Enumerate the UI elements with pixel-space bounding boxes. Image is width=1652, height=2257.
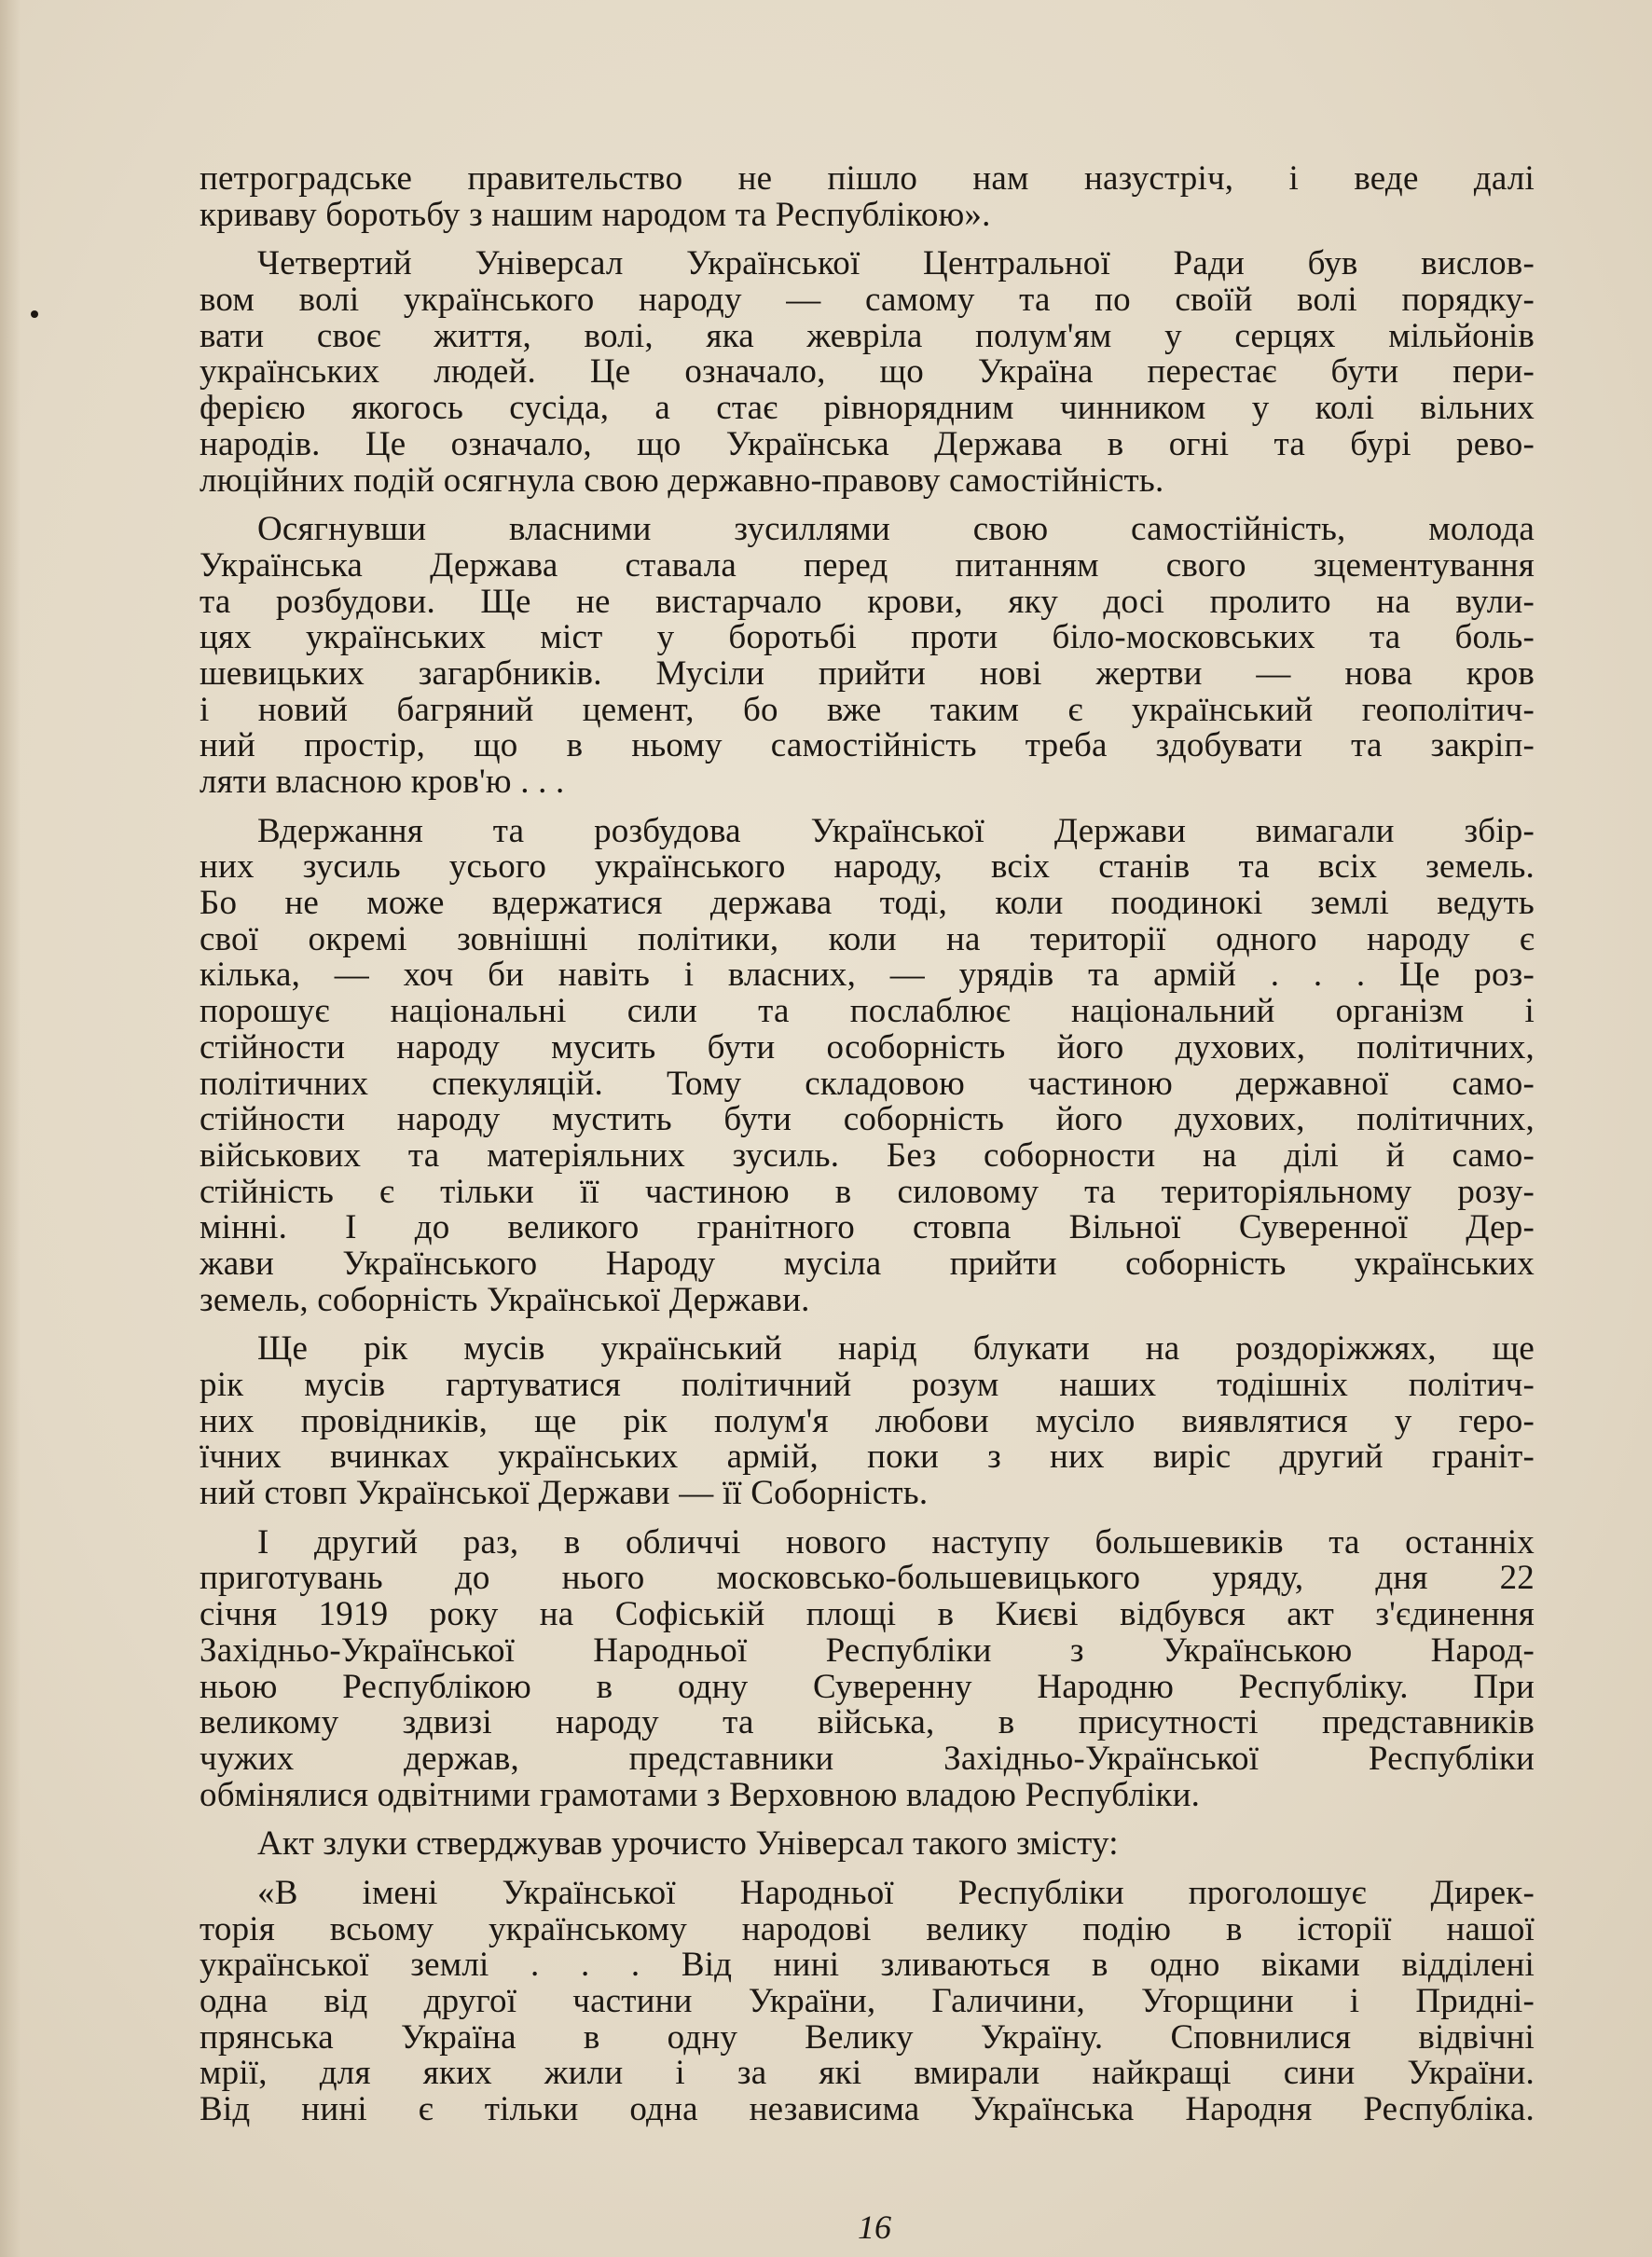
text-line: народів. Це означало, що Українська Держава в огні та бурі рево- <box>200 424 1535 463</box>
text-line: одна від другої частини України, Галичини, Угорщини і Придні- <box>200 1982 1535 2020</box>
text-line: та розбудови. Ще не вистарчало крови, яку досі пролито на вули- <box>200 582 1535 621</box>
text-line: шевицьких загарбників. Мусіли прийти нові жертви — нова кров <box>200 654 1535 693</box>
text-line: рік мусів гартуватися політичний розум наших тодішніх політич- <box>200 1366 1535 1404</box>
text-line: Вдержання та розбудова Української Держави вимагали збір- <box>257 811 1535 850</box>
text-line: торія всьому українському народові велику подію в історії нашої <box>200 1909 1535 1948</box>
text-line: Четвертий Універсал Української Центральної Ради був вислов- <box>257 244 1535 283</box>
text-line: обмінялися одвітними грамотами з Верховною владою Республіки. <box>200 1775 1201 1814</box>
text-line: вом волі українського народу — самому та по своїй волі порядку- <box>200 281 1535 320</box>
text-line: петроградське правительство не пішло нам назустріч, і веде далі <box>200 159 1535 198</box>
text-line: Українська Держава ставала перед питанням свого зцементування <box>200 545 1535 585</box>
page-edge-shadow <box>0 0 21 2257</box>
text-line: люційних подій осягнула свою державно-правову самостійність. <box>200 461 1164 500</box>
text-line: свої окремі зовнішні політики, коли на території одного народу є <box>200 919 1535 958</box>
text-line: стійности народу мустить бути соборність його духових, політичних, <box>200 1100 1535 1139</box>
text-line: ляти власною кров'ю . . . <box>200 763 565 801</box>
text-line: порошує національні сили та послаблює національний організм і <box>200 992 1535 1031</box>
text-line: цях українських міст у боротьбі проти біло-московських та боль- <box>200 618 1535 657</box>
page-text <box>200 161 1535 2128</box>
text-line: політичних спекуляцій. Тому складовою частиною державної само- <box>200 1064 1535 1103</box>
text-line: жави Українського Народу мусіла прийти соборність українських <box>200 1244 1535 1283</box>
text-line: кілька, — хоч би навіть і власних, — урядів та армій . . . Це роз- <box>200 956 1535 995</box>
text-line: Осягнувши власними зусиллями свою самостійність, молода <box>257 510 1535 549</box>
text-line: І другий раз, в обличчі нового наступу большевиків та останніх <box>257 1522 1535 1562</box>
text-line: Ще рік мусів український нарід блукати на роздоріжжях, ще <box>257 1329 1535 1369</box>
text-line: приготувань до нього московсько-большевицького уряду, дня 22 <box>200 1559 1535 1598</box>
text-line: Бо не може вдержатися держава тоді, коли поодинокі землі ведуть <box>200 884 1535 923</box>
text-line: «В імені Української Народньої Республіки проголошує Дирек- <box>257 1873 1535 1912</box>
text-line: українських людей. Це означало, що Україна перестає бути пери- <box>200 352 1535 392</box>
text-line: української землі . . . Від нині зливаються в одно віками відділені <box>200 1946 1535 1985</box>
text-line: січня 1919 року на Софіській площі в Києві відбувся акт з'єдинення <box>200 1595 1535 1634</box>
text-line: вати своє життя, волі, яка жевріла полум'ям у серцях мільйонів <box>200 316 1535 355</box>
text-line: земель, соборність Української Держави. <box>200 1280 810 1319</box>
text-line: стійности народу мусить бути особорність його духових, політичних, <box>200 1027 1535 1067</box>
text-line: ферією якогось сусіда, а стає рівнорядним чинником у колі вільних <box>200 389 1535 428</box>
text-line: мінні. І до великого гранітного стовпа Вільної Суверенної Дер- <box>200 1208 1535 1247</box>
text-line: прянська Україна в одну Велику Україну. Сповнилися відвічні <box>200 2017 1535 2057</box>
text-line: їчних вчинках українських армій, поки з них виріс другий граніт- <box>200 1438 1535 1477</box>
text-line: стійність є тільки її частиною в силовому та територіяльному розу- <box>200 1172 1535 1211</box>
text-line: Західньо-Української Народньої Республіки з Українською Народ- <box>200 1631 1535 1670</box>
text-line: них провідників, ще рік полум'я любови мусіло виявлятися у геро- <box>200 1401 1535 1440</box>
text-line: них зусиль усього українського народу, всіх станів та всіх земель. <box>200 847 1535 887</box>
text-line: військових та матеріяльних зусиль. Без соборности на ділі й само- <box>200 1135 1535 1175</box>
text-line: Від нині є тільки одна независима Українська Народня Республіка. <box>200 2090 1535 2129</box>
text-line: і новий багряний цемент, бо вже таким є український геополітич- <box>200 690 1535 729</box>
text-line: Акт злуки стверджував урочисто Універсал такого змісту: <box>257 1824 1119 1864</box>
text-line: чужих держав, представники Західньо-Української Республіки <box>200 1739 1535 1778</box>
text-line: мрії, для яких жили і за які вмирали найкращі сини України. <box>200 2054 1535 2093</box>
text-line: великому здвизі народу та війська, в присутності представників <box>200 1703 1535 1742</box>
text-line: ний простір, що в ньому самостійність треба здобувати та закріп- <box>200 726 1535 765</box>
text-line: ньою Республікою в одну Суверенну Народню Республіку. При <box>200 1667 1535 1706</box>
ink-speck <box>31 310 38 318</box>
page-number: 16 <box>858 2209 891 2246</box>
text-line: криваву боротьбу з нашим народом та Республікою». <box>200 195 991 234</box>
text-line: ний стовп Української Держави — її Соборність. <box>200 1474 929 1513</box>
